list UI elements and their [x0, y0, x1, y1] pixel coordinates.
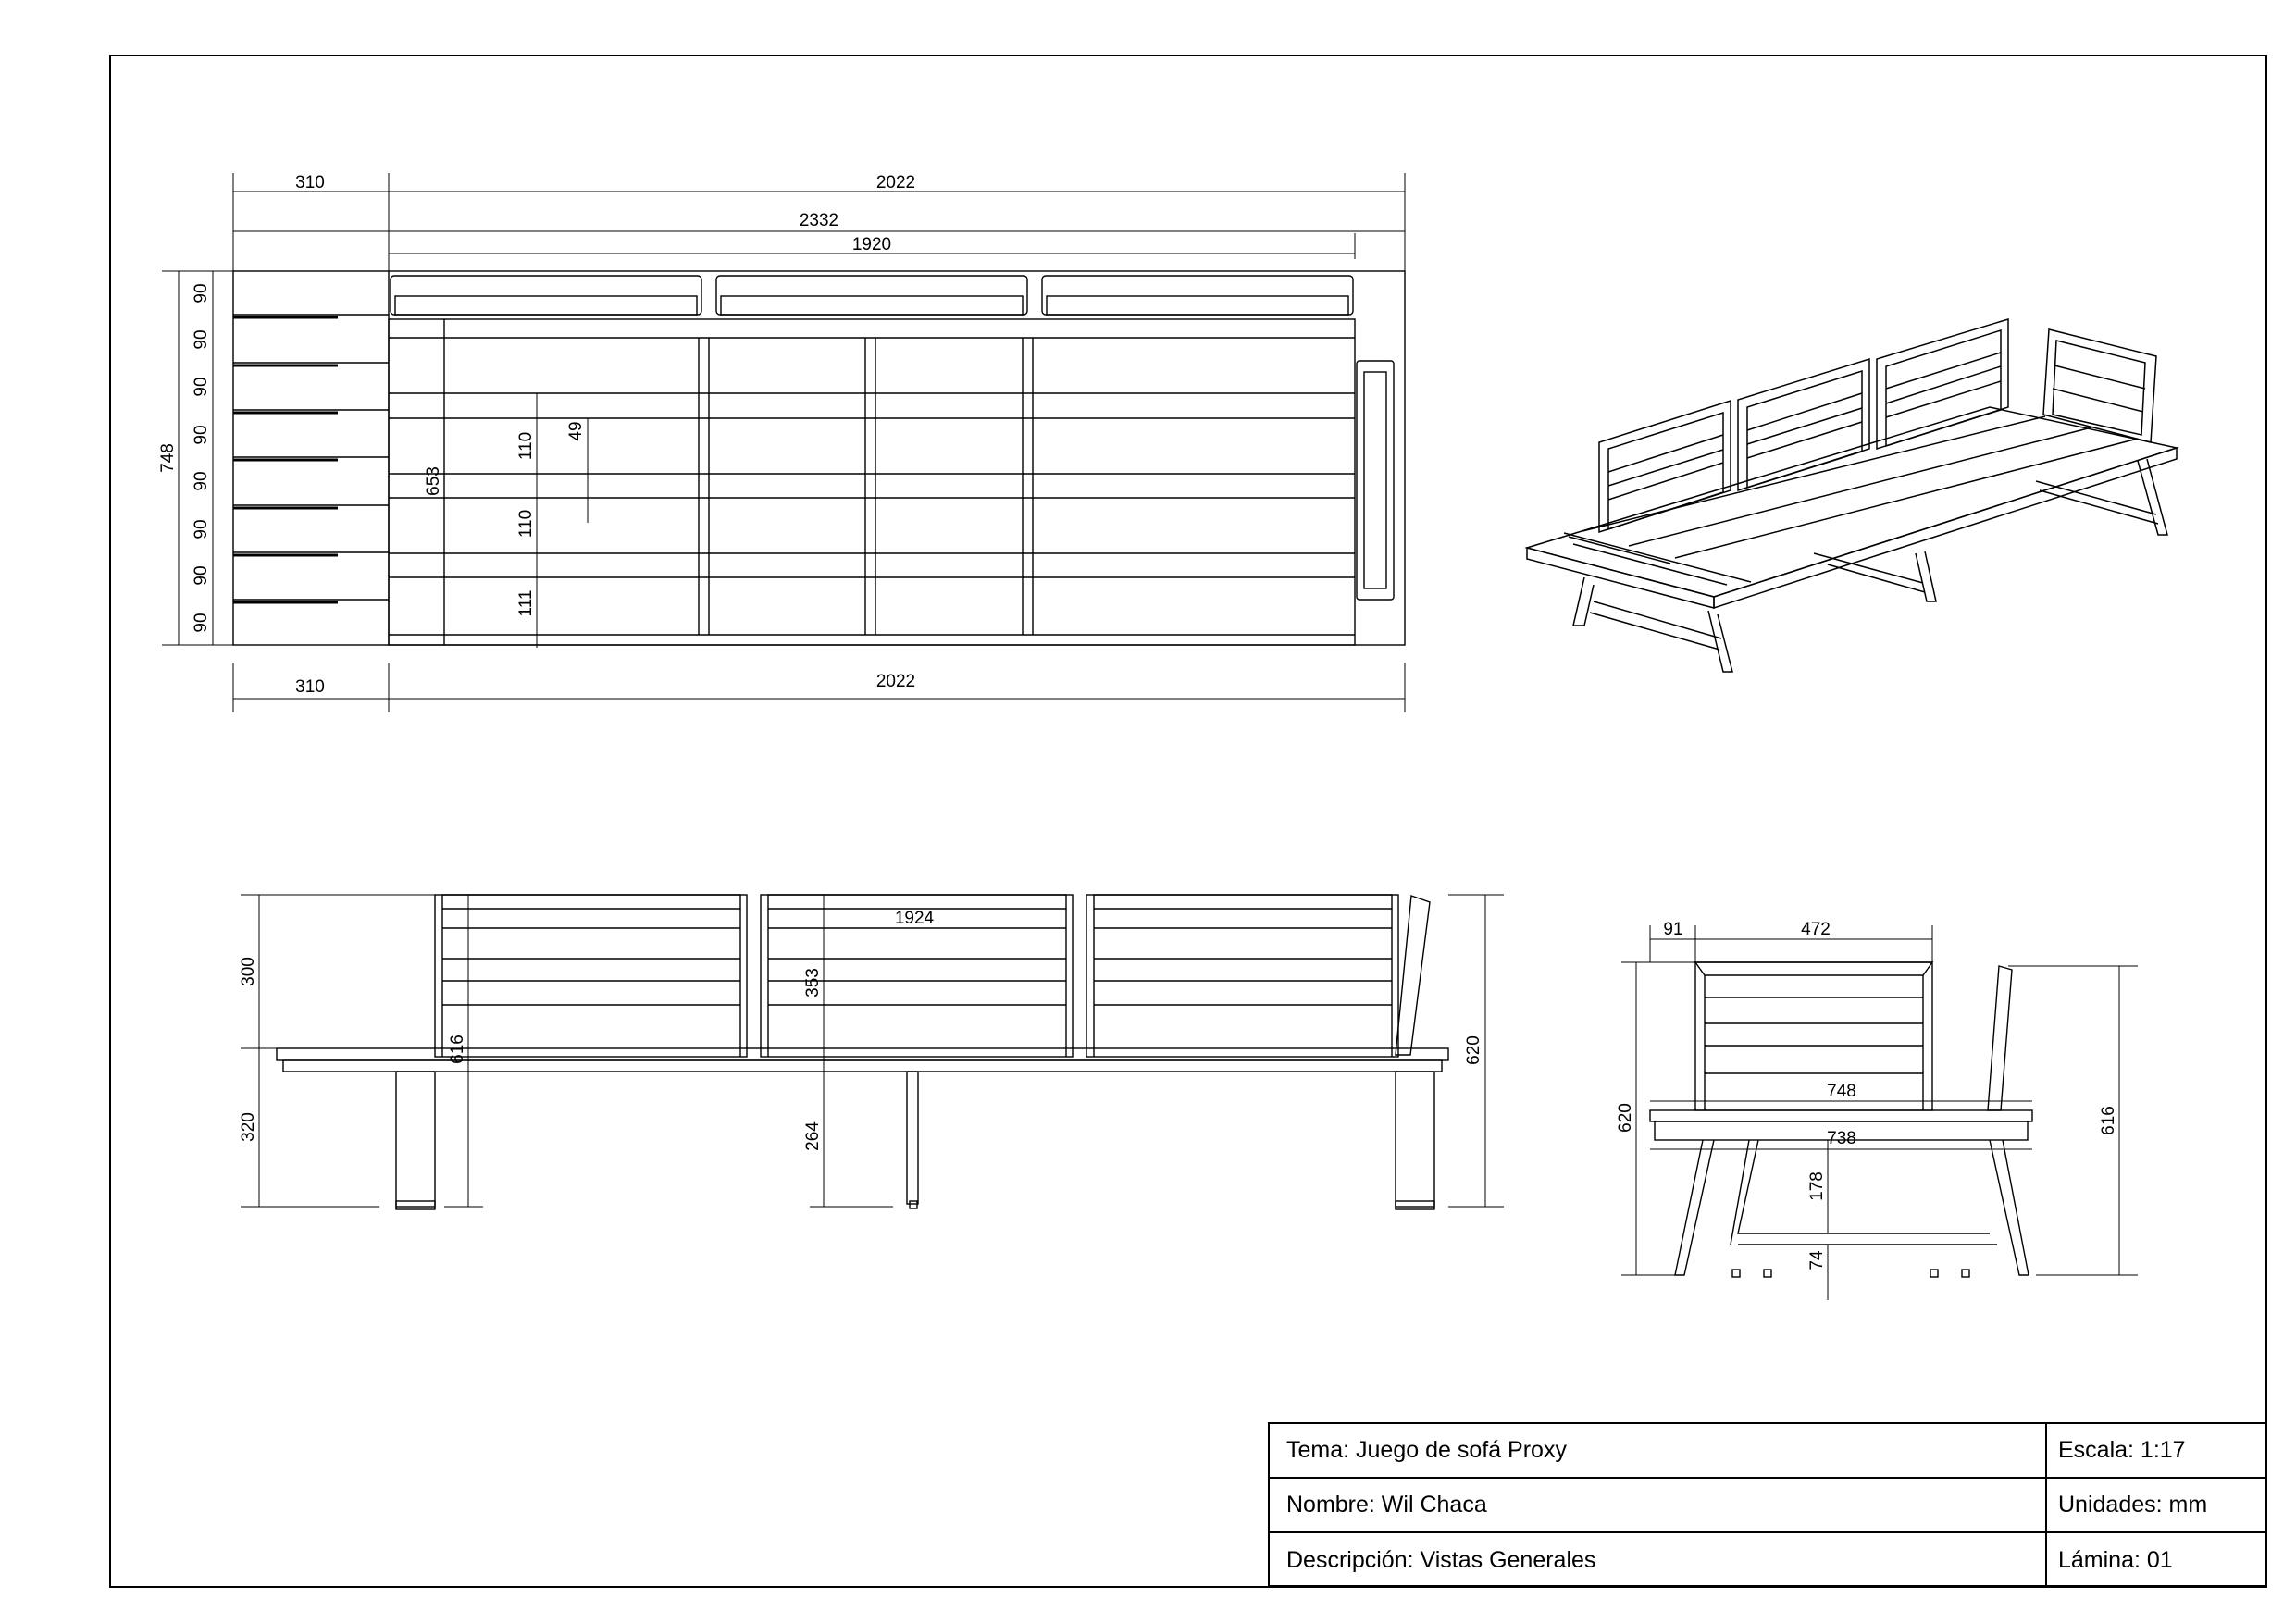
title-block-row-tema	[1270, 1424, 2265, 1479]
side-dim-472: 472	[1801, 920, 1831, 939]
side-dim-748: 748	[1827, 1082, 1856, 1101]
plan-dim-slat: 90	[192, 565, 211, 586]
plan-dim-bottom-sofa: 2022	[875, 672, 916, 691]
plan-dim-slat-pitch: 111	[516, 589, 536, 617]
title-block-row-descripcion	[1270, 1533, 2265, 1588]
plan-dim-seat-depth: 653	[424, 466, 443, 496]
plan-dim-slat: 90	[192, 613, 211, 633]
front-dim-overall-height: 620	[1464, 1035, 1483, 1065]
plan-dim-gap: 49	[566, 421, 586, 441]
tema-label: Tema: Juego de sofá Proxy	[1270, 1424, 2047, 1477]
isometric-view	[1527, 319, 2177, 672]
nombre-label: Nombre: Wil Chaca	[1270, 1479, 2047, 1531]
side-dim-91: 91	[1663, 920, 1683, 939]
side-view	[1650, 962, 2032, 1277]
escala-label: Escala: 1:17	[2058, 1437, 2186, 1463]
plan-dim-slat-pitch: 110	[516, 509, 536, 539]
plan-dim-slat: 90	[192, 519, 211, 539]
plan-dim-slat-pitch: 110	[516, 431, 536, 461]
plan-dim-slat: 90	[192, 425, 211, 445]
front-dim-back-height: 300	[239, 957, 258, 986]
plan-dim-sofa-length: 2022	[875, 173, 916, 192]
side-dim-74: 74	[1807, 1250, 1827, 1270]
title-block-row-nombre	[1270, 1479, 2265, 1533]
side-dim-178: 178	[1807, 1171, 1827, 1201]
front-dim-seat-height: 320	[239, 1112, 258, 1142]
unidades-label: Unidades: mm	[2058, 1492, 2208, 1518]
side-dim-616: 616	[2099, 1106, 2118, 1135]
side-dimensions	[1621, 925, 2138, 1300]
plan-dim-slat: 90	[192, 329, 211, 350]
side-dim-738: 738	[1827, 1129, 1856, 1148]
plan-dim-slat: 90	[192, 283, 211, 304]
plan-view	[233, 271, 1405, 645]
plan-dim-bottom-side-table: 310	[295, 677, 325, 697]
title-block	[1268, 1422, 2267, 1587]
sheet-border	[110, 56, 2266, 1587]
front-dim-back-width: 1924	[894, 909, 935, 928]
side-dimension-labels	[1616, 920, 2118, 1270]
front-dimension-labels	[239, 909, 1483, 1151]
plan-dim-slat: 90	[192, 377, 211, 397]
front-dimensions	[241, 895, 1504, 1207]
descripcion-label: Descripción: Vistas Generales	[1270, 1533, 2047, 1588]
plan-dim-overall-length: 2332	[799, 211, 839, 230]
front-dim-616: 616	[448, 1035, 467, 1064]
plan-dim-depth: 748	[158, 443, 178, 473]
plan-dim-slat: 90	[192, 471, 211, 491]
front-dim-353: 353	[803, 968, 823, 997]
front-dim-264: 264	[803, 1121, 823, 1151]
plan-dim-side-table: 310	[295, 173, 325, 192]
lamina-label: Lámina: 01	[2058, 1547, 2173, 1573]
plan-dimensions	[162, 173, 1405, 712]
plan-dim-seat-length: 1920	[851, 235, 892, 254]
side-dim-620: 620	[1616, 1103, 1635, 1133]
